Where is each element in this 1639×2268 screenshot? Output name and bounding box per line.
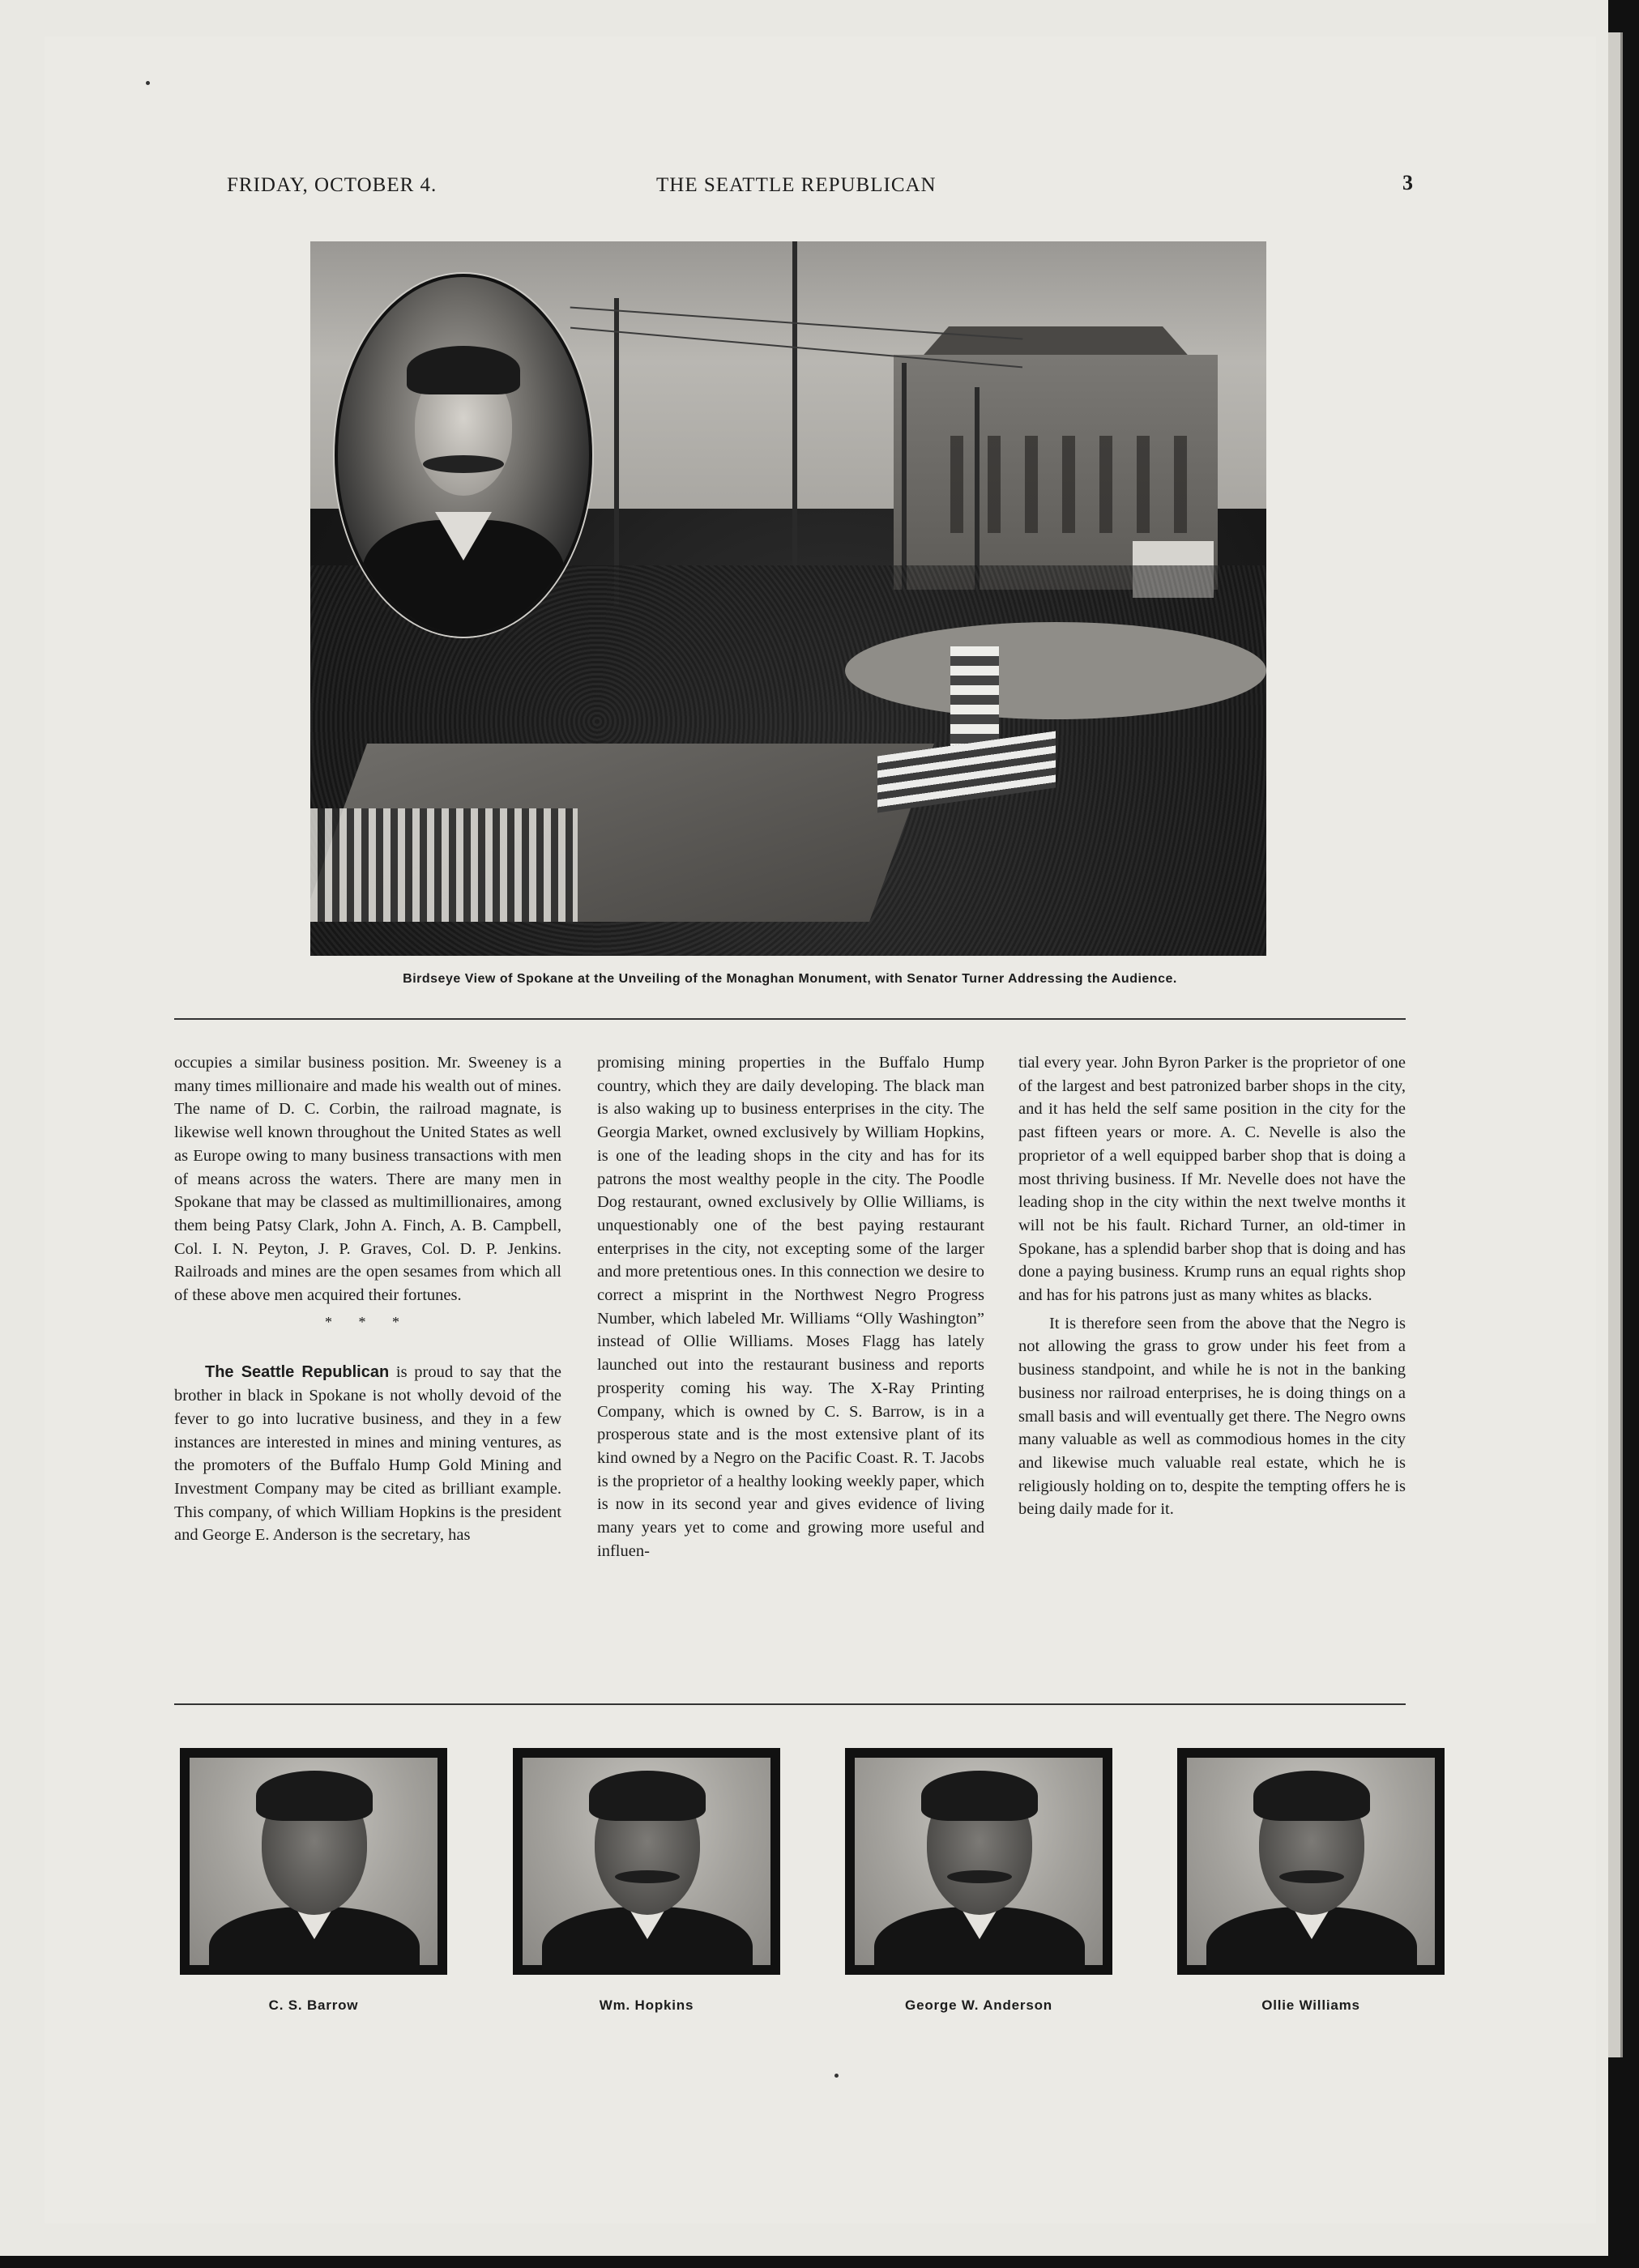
article-column-2 bbox=[597, 1051, 984, 1562]
portrait-card bbox=[180, 1748, 447, 2014]
photo-caption: Birdseye View of Spokane at the Unveiling of the Monaghan Monument, with Senator Turner Addressing the Audience. bbox=[403, 972, 1177, 986]
section-rule bbox=[174, 1703, 1406, 1705]
portrait-caption: Ollie Williams bbox=[1261, 1997, 1360, 2013]
lead-in-title: The Seattle Republican bbox=[205, 1363, 390, 1382]
column-1-paragraph-2-text: is proud to say that the brother in black in Spokane is not wholly devoid of the fever to go into lucrative business, and they in a few instances are interested in mines and mining ventures, as the promoters of the Buffalo Hump Gold Mining and Investment Company may be cited as brilliant example. This company, of which William Hopkins is the president and George E. Anderson is the secretary, has bbox=[174, 1363, 561, 1545]
photo-sailors bbox=[310, 808, 578, 922]
portrait-moustache bbox=[423, 455, 504, 473]
portrait-card bbox=[845, 1748, 1112, 2014]
spokane-birdseye-photo bbox=[310, 241, 1266, 956]
article-column-1 bbox=[174, 1051, 561, 1547]
portrait-caption: George W. Anderson bbox=[905, 1997, 1052, 2013]
column-1-paragraph-1: occupies a similar business position. Mr. Sweeney is a many times millionaire and made his wealth out of mines. The name of D. C. Corbin, the railroad magnate, is likewise well known throughout the United States as well as Europe owing to many business transactions with men of means across the waters. There are many men in Spokane that may be classed as multimillionaires, among them being Patsy Clark, John A. Finch, A. B. Campbell, Col. I. N. Peyton, J. P. Graves, Col. D. P. Jenkins. Railroads and mines are the open sesames from which all of these above men acquired their fortunes. bbox=[174, 1054, 561, 1305]
portrait-photo bbox=[180, 1748, 447, 1975]
monaghan-monument bbox=[950, 646, 999, 752]
portrait-photo bbox=[1177, 1748, 1445, 1975]
portrait-photo bbox=[845, 1748, 1112, 1975]
telegraph-pole bbox=[614, 298, 619, 606]
photo-building-windows bbox=[926, 436, 1193, 533]
portrait-card bbox=[513, 1748, 780, 2014]
telegraph-pole bbox=[975, 387, 980, 590]
page-header bbox=[227, 171, 1414, 207]
column-1-paragraph-2 bbox=[174, 1361, 561, 1547]
column-2-paragraph-1: promising mining properties in the Buffalo Hump country, which they are daily developing. The black man is also waking up to business enterprises in the city. The Georgia Market, owned exclusively by William Hopkins, is one of the leading shops in the city and has for its patrons the most wealthy people in the city. The Poodle Dog restaurant, owned exclusively by Ollie Williams, is unquestionably one of the best paying restaurant enterprises in the city, not excepting some of the larger and more pretentious ones. In this connection we desire to correct a misprint in the Northwest Negro Progress Number, which labeled Mr. Williams “Olly Washington” instead of Ollie Williams. Moses Flagg has lately launched out into the restaurant business and reports prosperity coming his way. The X-Ray Printing Company, which is owned by C. S. Barrow, is in a prosperous state and is the most extensive plant of its kind owned by a Negro on the Pacific Coast. R. T. Jacobs is the proprietor of a healthy looking weekly paper, which is now in its second year and gives evidence of living many years yet to come and growing more useful and influen- bbox=[597, 1054, 984, 1560]
section-break-stars: * * * bbox=[325, 1313, 411, 1330]
portrait-caption: C. S. Barrow bbox=[268, 1997, 359, 2013]
column-3-paragraph-2: It is therefore seen from the above that the Negro is not allowing the grass to grow under his feet from a business standpoint, and while he is not in the banking business nor railroad enterprises, he is doing things on a small basis and will eventually get there. The Negro owns many valuable as well as commodious homes in the city and likewise much valuable real estate, which he is religiously holding on to, despite the tempting offers he is being daily made for it. bbox=[1018, 1314, 1406, 1519]
portrait-caption: Wm. Hopkins bbox=[599, 1997, 694, 2013]
article-columns bbox=[174, 1051, 1406, 1683]
senator-turner-portrait bbox=[335, 274, 592, 637]
page-number: 3 bbox=[1402, 171, 1414, 194]
portrait-card bbox=[1177, 1748, 1445, 2014]
issue-date: FRIDAY, OCTOBER 4. bbox=[227, 174, 437, 196]
column-3-paragraph-1: tial every year. John Byron Parker is the proprietor of one of the largest and best patronized barber shops in the city, and it has held the self same position in the city for the past fifteen years or more. A. C. Nevelle is also the proprietor of a well equipped barber shop that is doing a most thriving business. If Mr. Nevelle does not have the leading shop in the city within the next twelve months it will not be his fault. Richard Turner, an old-timer in Spokane, has a splendid barber shop that is doing and has done a paying business. Krump runs an equal rights shop and has for his patrons just as many whites as blacks. bbox=[1018, 1054, 1406, 1305]
newspaper-title: THE SEATTLE REPUBLICAN bbox=[656, 174, 937, 196]
portrait-hair bbox=[407, 346, 520, 394]
print-speck bbox=[146, 81, 150, 85]
photo-plaza bbox=[845, 622, 1266, 719]
section-rule bbox=[174, 1018, 1406, 1020]
article-column-3 bbox=[1018, 1051, 1406, 1521]
portrait-photo bbox=[513, 1748, 780, 1975]
print-speck bbox=[834, 2074, 839, 2078]
